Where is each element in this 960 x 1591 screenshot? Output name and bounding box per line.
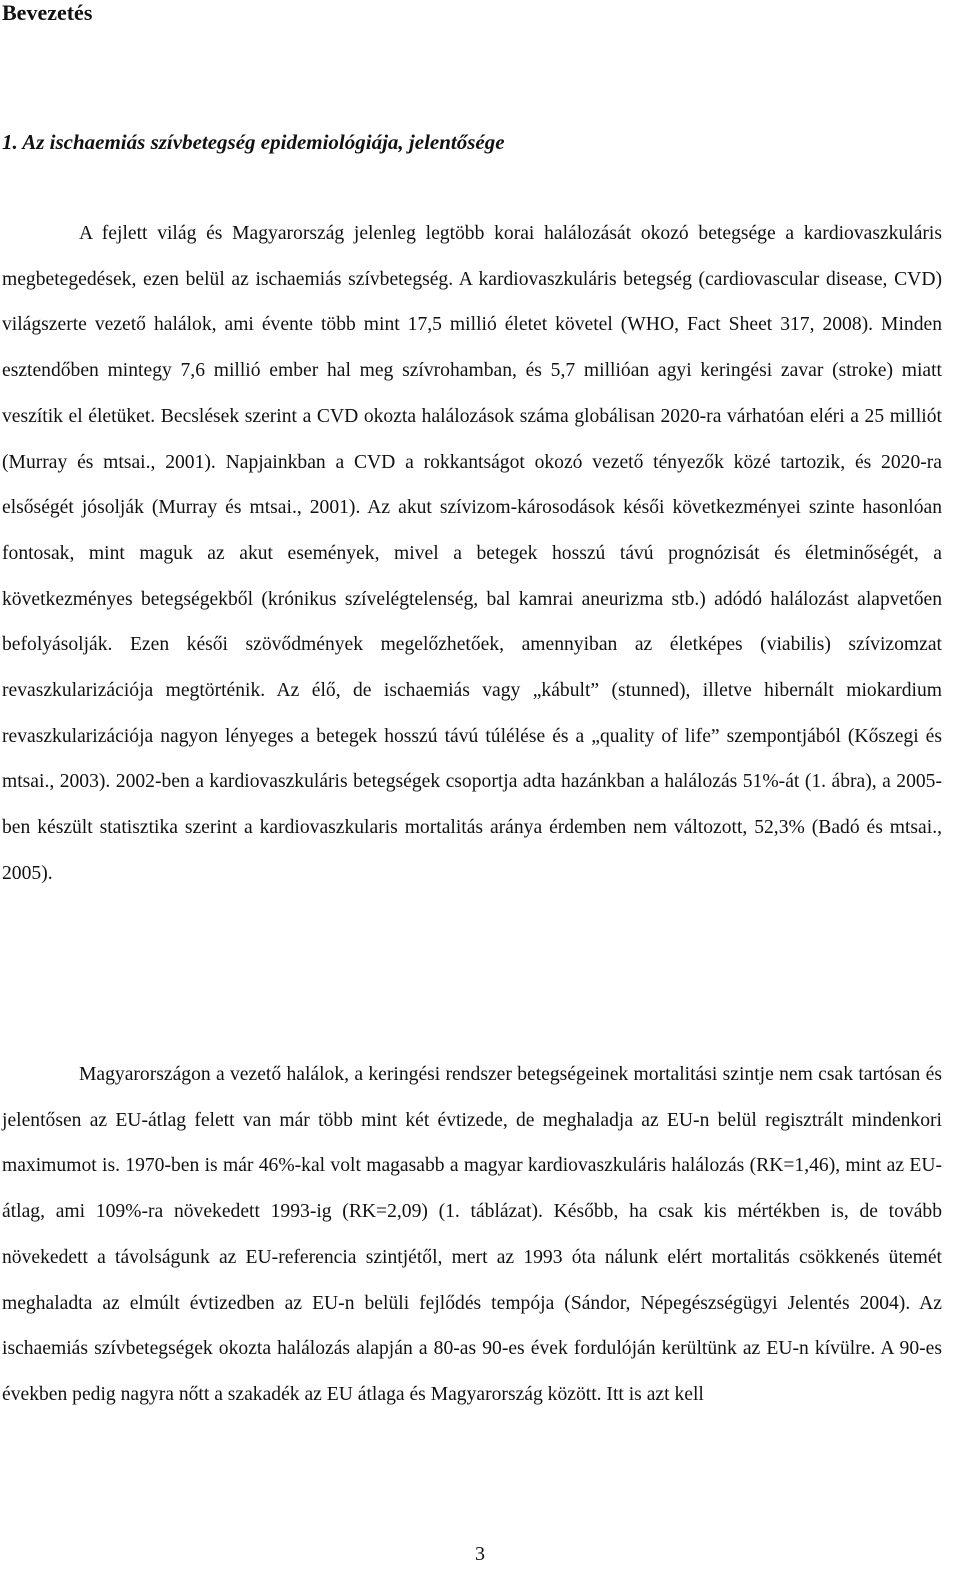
body-paragraph-1: A fejlett világ és Magyarország jelenleg legtöbb korai halálozását okozó betegsége a kardiovaszkuláris megbetegedések, ezen belül az ischaemiás szívbetegség. A kardiovaszkuláris betegség (cardiovascular disease, CVD) világszerte vezető halálok, ami évente több mint 17,5 millió életet követel (WHO, Fact Sheet 317, 2008). Minden esztendőben mintegy 7,6 millió ember hal meg szívrohamban, és 5,7 millióan agyi keringési zavar (stroke) miatt veszítik el életüket. Becslések szerint a CVD okozta halálozások száma globálisan 2020-ra várhatóan eléri a 25 milliót (Murray és mtsai., 2001). Napjainkban a CVD a rokkantságot okozó vezető tényezők közé tartozik, és 2020-ra elsőségét jósolják (Murray és mtsai., 2001). Az akut szívizom-károsodások késői következményei szinte hasonlóan fontosak, mint maguk az akut események, mivel a betegek hosszú távú prognózisát és életminőségét, a következményes betegségekből (krónikus szívelégtelenség, bal kamrai aneurizma stb.) adódó halálozást alapvetően befolyásolják. Ezen késői szövődmények megelőzhetőek, amennyiban az életképes (viabilis) szívizomzat revaszkularizációja megtörténik. Az élő, de ischaemiás vagy „kábult” (stunned), illetve hibernált miokardium revaszkularizációja nagyon lényeges a betegek hosszú távú túlélése és a „quality of life” szempontjából (Kőszegi és mtsai., 2003). 2002-ben a kardiovaszkuláris betegségek csoportja adta hazánkban a halálozás 51%-át (1. ábra), a 2005-ben készült statisztika szerint a kardiovaszkularis mortalitás aránya érdemben nem változott, 52,3% (Badó és mtsai., 2005). bbox=[2, 223, 942, 884]
section-heading: Bevezetés bbox=[2, 0, 93, 25]
subsection-heading: 1. Az ischaemiás szívbetegség epidemiológiája, jelentősége bbox=[2, 130, 505, 154]
page-number: 3 bbox=[475, 1543, 485, 1565]
body-paragraph-2: Magyarországon a vezető halálok, a keringési rendszer betegségeinek mortalitási szintje nem csak tartósan és jelentősen az EU-átlag felett van már több mint két évtizede, de meghaladja az EU-n belül regisztrált mindenkori maximumot is. 1970-ben is már 46%-kal volt magasabb a magyar kardiovaszkuláris halálozás (RK=1,46), mint az EU-átlag, ami 109%-ra növekedett 1993-ig (RK=2,09) (1. táblázat). Később, ha csak kis mértékben is, de tovább növekedett a távolságunk az EU-referencia szintjétől, mert az 1993 óta nálunk elért mortalitás csökkenés ütemét meghaladta az elmúlt évtizedben az EU-n belüli fejlődés tempója (Sándor, Népegészségügyi Jelentés 2004). Az ischaemiás szívbetegségek okozta halálozás alapján a 80-as 90-es évek fordulóján kerültünk az EU-n kívülre. A 90-es években pedig nagyra nőtt a szakadék az EU átlaga és Magyarország között. Itt is azt kell bbox=[2, 1064, 942, 1405]
